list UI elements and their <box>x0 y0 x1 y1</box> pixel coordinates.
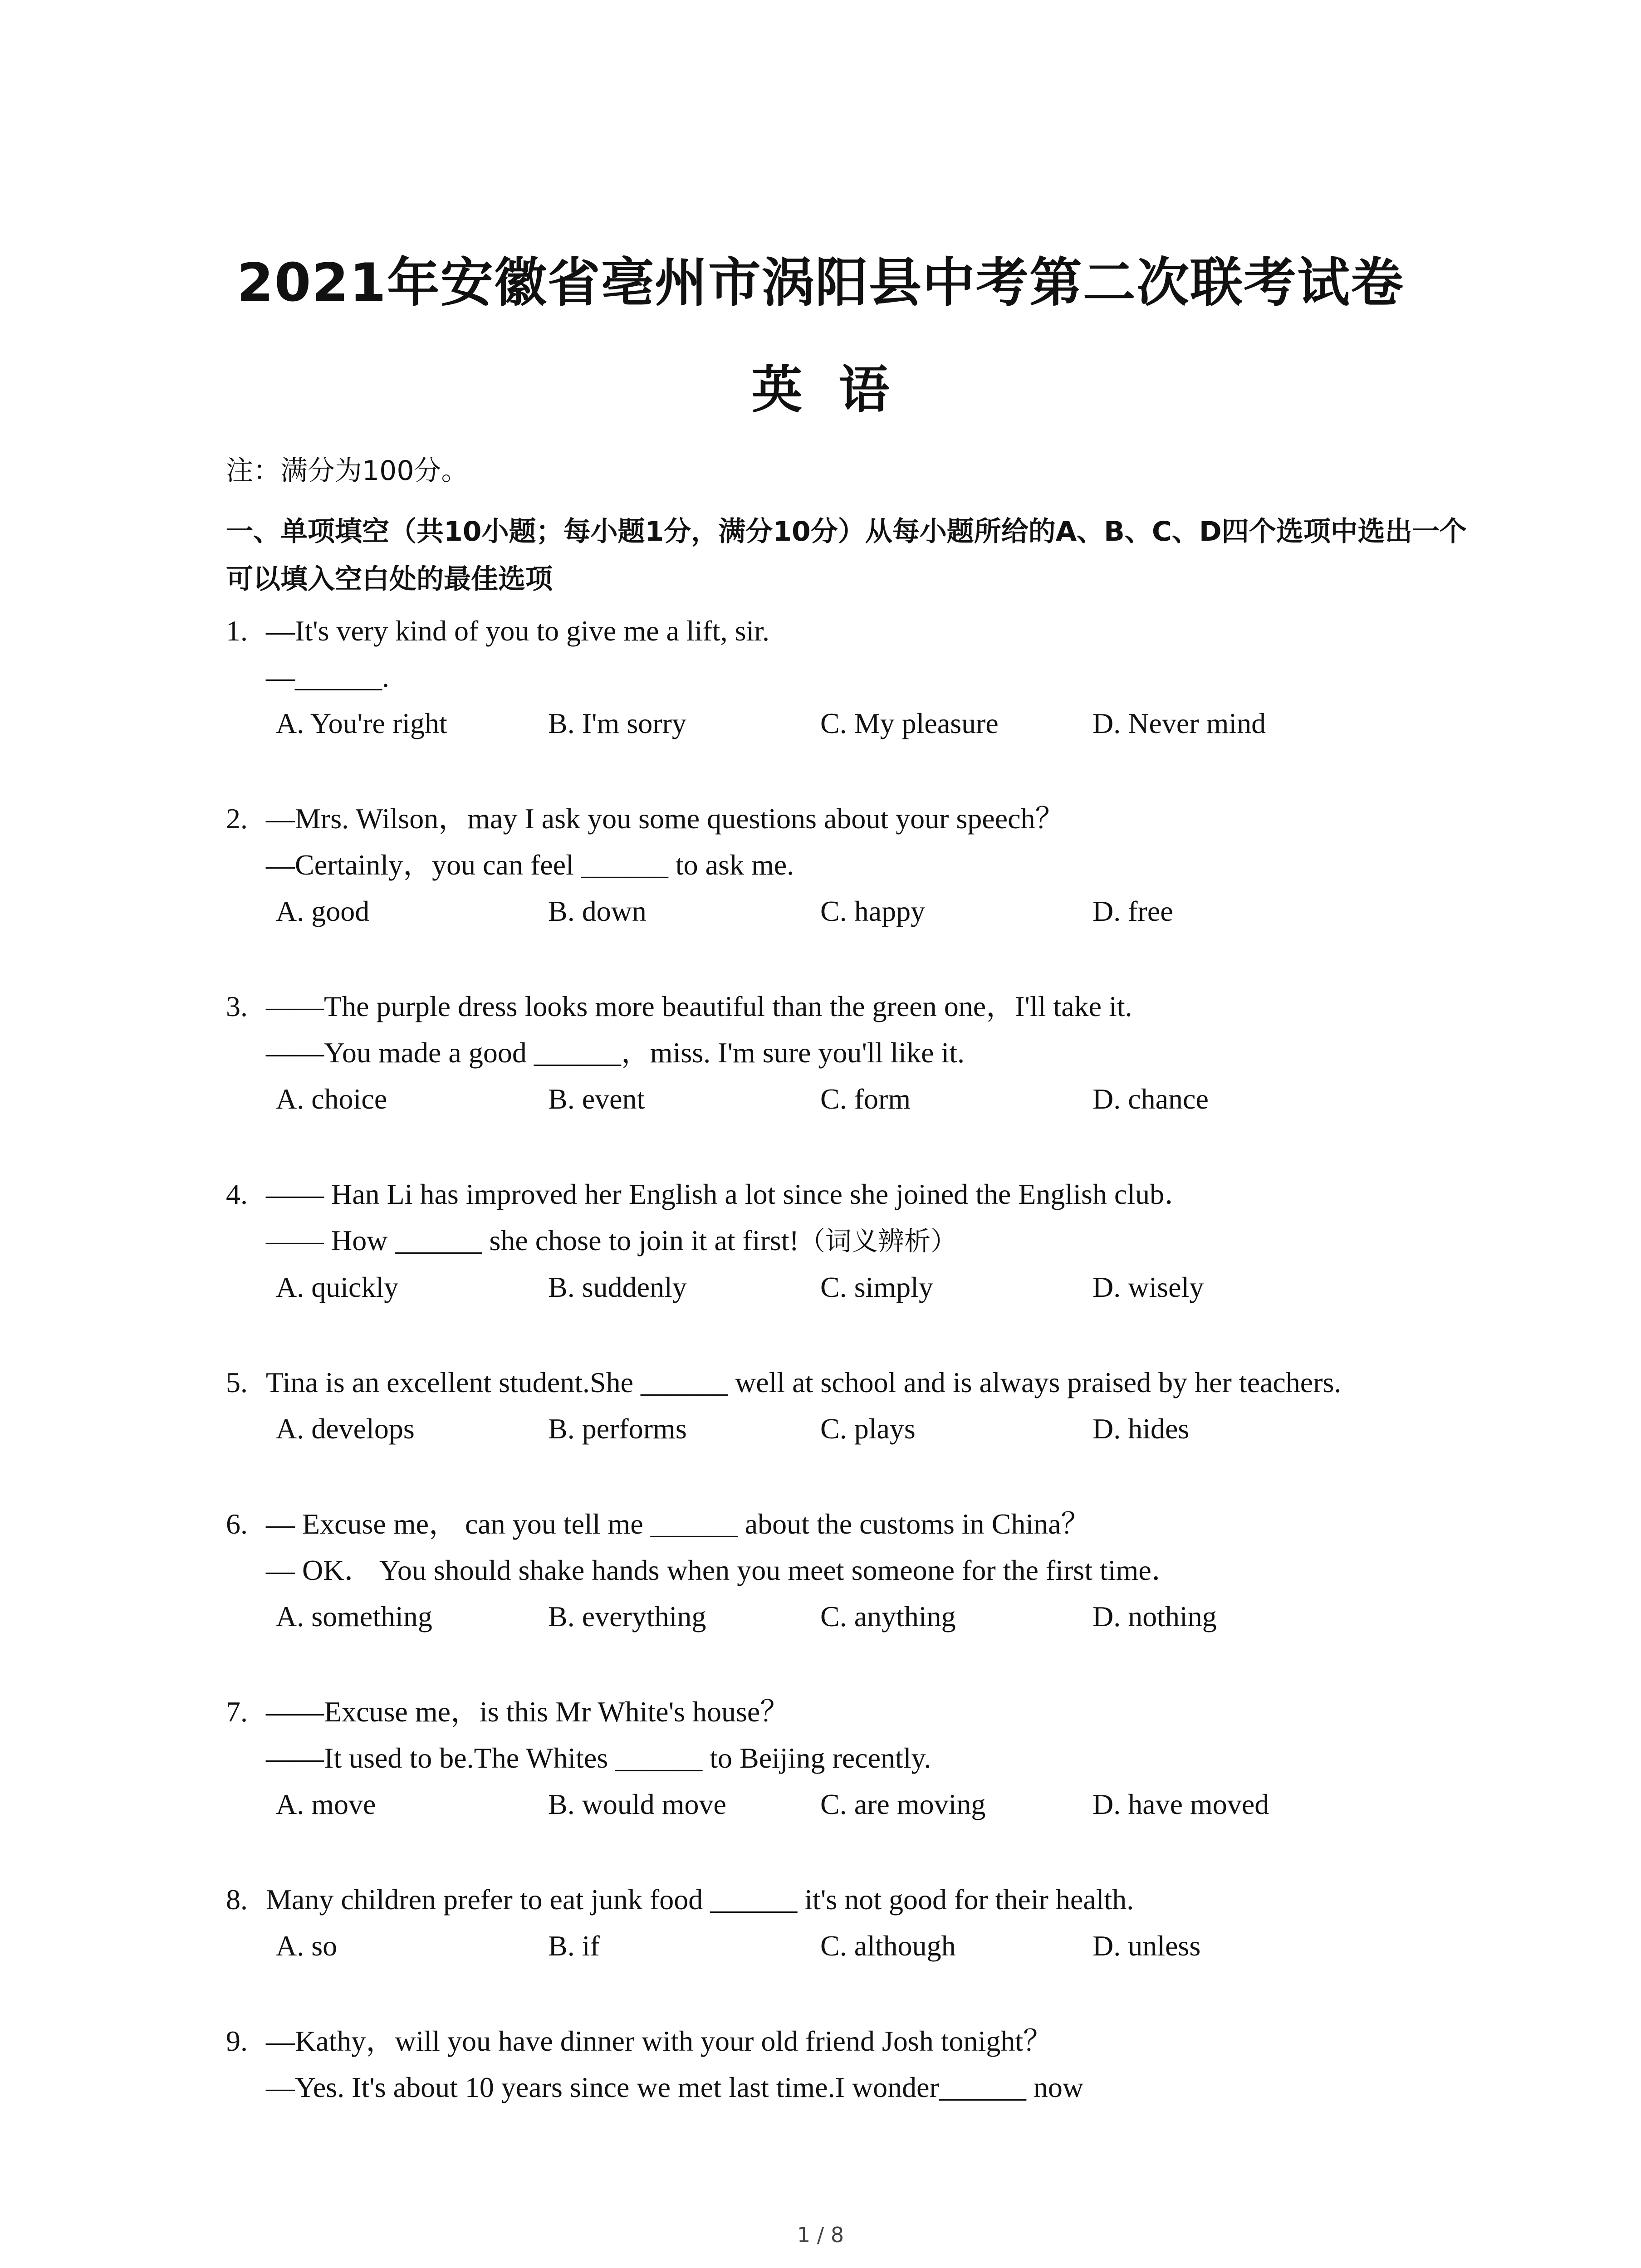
question-number: 2. <box>226 802 248 835</box>
question-item <box>226 796 1478 934</box>
question-text: Many children prefer to eat junk food ______ it's not good for their health. <box>266 1883 1134 1916</box>
question-stem <box>226 1689 1478 1735</box>
score-note: 注：满分为100分。 <box>226 455 469 487</box>
question-reply <box>226 1735 1478 1781</box>
answer-option: A. You're right <box>276 707 447 739</box>
option-row <box>226 1923 1478 1969</box>
option-row <box>226 1781 1478 1828</box>
question-stem <box>226 796 1478 842</box>
question-item <box>226 608 1478 747</box>
answer-option: A. move <box>276 1788 376 1820</box>
option-row <box>226 1406 1478 1452</box>
answer-option: D. unless <box>1092 1930 1201 1962</box>
question-reply <box>226 842 1478 888</box>
page-number: 1 / 8 <box>797 2223 844 2247</box>
question-text: —Mrs. Wilson，may I ask you some questions about your speech？ <box>266 802 1064 835</box>
answer-option: A. choice <box>276 1083 387 1115</box>
question-text: —Yes. It's about 10 years since we met last time.I wonder______ now <box>266 2071 1084 2103</box>
question-item <box>226 1171 1478 1310</box>
question-note: （词义辨析） <box>798 1226 957 1256</box>
answer-option: B. I'm sorry <box>548 707 686 739</box>
section-heading: 一、单项填空（共10小题；每小题1分，满分10分）从每小题所给的A、B、C、D四个选项中选出一个可以填入空白处的最佳选项 <box>226 516 1467 595</box>
question-text: — OK． You should shake hands when you meet someone for the first time． <box>266 1554 1181 1586</box>
answer-option: C. plays <box>820 1413 916 1445</box>
answer-option: A. something <box>276 1600 432 1633</box>
question-number: 9. <box>226 2025 248 2057</box>
answer-option: C. anything <box>820 1600 956 1633</box>
question-reply <box>226 654 1478 700</box>
answer-option: B. event <box>548 1083 645 1115</box>
question-text: ——It used to be.The Whites ______ to Beijing recently. <box>266 1742 931 1774</box>
question-text: Tina is an excellent student.She ______ well at school and is always praised by her teachers. <box>266 1366 1342 1398</box>
answer-option: D. chance <box>1092 1083 1209 1115</box>
question-item <box>226 1877 1478 1969</box>
answer-option: B. performs <box>548 1413 687 1445</box>
question-text: ——Excuse me，is this Mr White's house？ <box>266 1696 789 1728</box>
question-text: ——The purple dress looks more beautiful than the green one，I'll take it. <box>266 990 1132 1022</box>
question-text: —— How ______ she chose to join it at first! <box>266 1224 799 1256</box>
question-text: —______. <box>266 661 389 693</box>
answer-option: D. have moved <box>1092 1788 1269 1820</box>
question-stem <box>226 1877 1478 1923</box>
option-row <box>226 1076 1478 1122</box>
question-item <box>226 983 1478 1122</box>
answer-option: A. good <box>276 895 370 927</box>
answer-option: C. are moving <box>820 1788 986 1820</box>
answer-option: D. nothing <box>1092 1600 1217 1633</box>
answer-option: B. if <box>548 1930 600 1962</box>
question-text: ——You made a good ______，miss. I'm sure you'll like it. <box>266 1036 965 1069</box>
exam-title: 2021年安徽省亳州市涡阳县中考第二次联考试卷 <box>237 252 1404 313</box>
answer-option: D. hides <box>1092 1413 1190 1445</box>
subject-heading: 英语 <box>751 361 926 420</box>
answer-option: B. suddenly <box>548 1271 687 1303</box>
answer-option: D. wisely <box>1092 1271 1204 1303</box>
question-reply <box>226 2064 1478 2111</box>
option-row <box>226 1264 1478 1310</box>
question-stem <box>226 1171 1478 1217</box>
option-row <box>226 1593 1478 1640</box>
question-number: 8. <box>226 1883 248 1916</box>
answer-option: C. My pleasure <box>820 707 999 739</box>
question-reply <box>226 1217 1478 1264</box>
question-reply <box>226 1030 1478 1076</box>
answer-option: C. although <box>820 1930 956 1962</box>
question-stem <box>226 983 1478 1030</box>
answer-option: D. free <box>1092 895 1173 927</box>
answer-option: D. Never mind <box>1092 707 1266 739</box>
question-item <box>226 1501 1478 1640</box>
question-list <box>226 608 1478 2160</box>
answer-option: C. form <box>820 1083 911 1115</box>
question-text: —— Han Li has improved her English a lot since she joined the English club． <box>266 1178 1194 1210</box>
answer-option: B. everything <box>548 1600 706 1633</box>
question-number: 5. <box>226 1366 248 1398</box>
question-text: —It's very kind of you to give me a lift, sir. <box>266 615 770 647</box>
question-item <box>226 1359 1478 1452</box>
question-number: 3. <box>226 990 248 1022</box>
question-stem <box>226 2018 1478 2064</box>
answer-option: A. develops <box>276 1413 415 1445</box>
question-number: 1. <box>226 615 248 647</box>
question-text: —Certainly，you can feel ______ to ask me. <box>266 849 794 881</box>
question-text: —Kathy，will you have dinner with your old friend Josh tonight？ <box>266 2025 1053 2057</box>
question-number: 4. <box>226 1178 248 1210</box>
question-stem <box>226 1359 1478 1406</box>
question-number: 6. <box>226 1508 248 1540</box>
answer-option: A. quickly <box>276 1271 399 1303</box>
answer-option: B. would move <box>548 1788 726 1820</box>
question-text: — Excuse me， can you tell me ______ about the customs in China？ <box>266 1508 1090 1540</box>
question-number: 7. <box>226 1696 248 1728</box>
question-stem <box>226 608 1478 654</box>
option-row <box>226 888 1478 934</box>
option-row <box>226 700 1478 747</box>
answer-option: C. simply <box>820 1271 933 1303</box>
question-stem <box>226 1501 1478 1547</box>
answer-option: B. down <box>548 895 647 927</box>
question-item <box>226 1689 1478 1828</box>
answer-option: C. happy <box>820 895 926 927</box>
question-item <box>226 2018 1478 2111</box>
answer-option: A. so <box>276 1930 338 1962</box>
question-reply <box>226 1547 1478 1593</box>
